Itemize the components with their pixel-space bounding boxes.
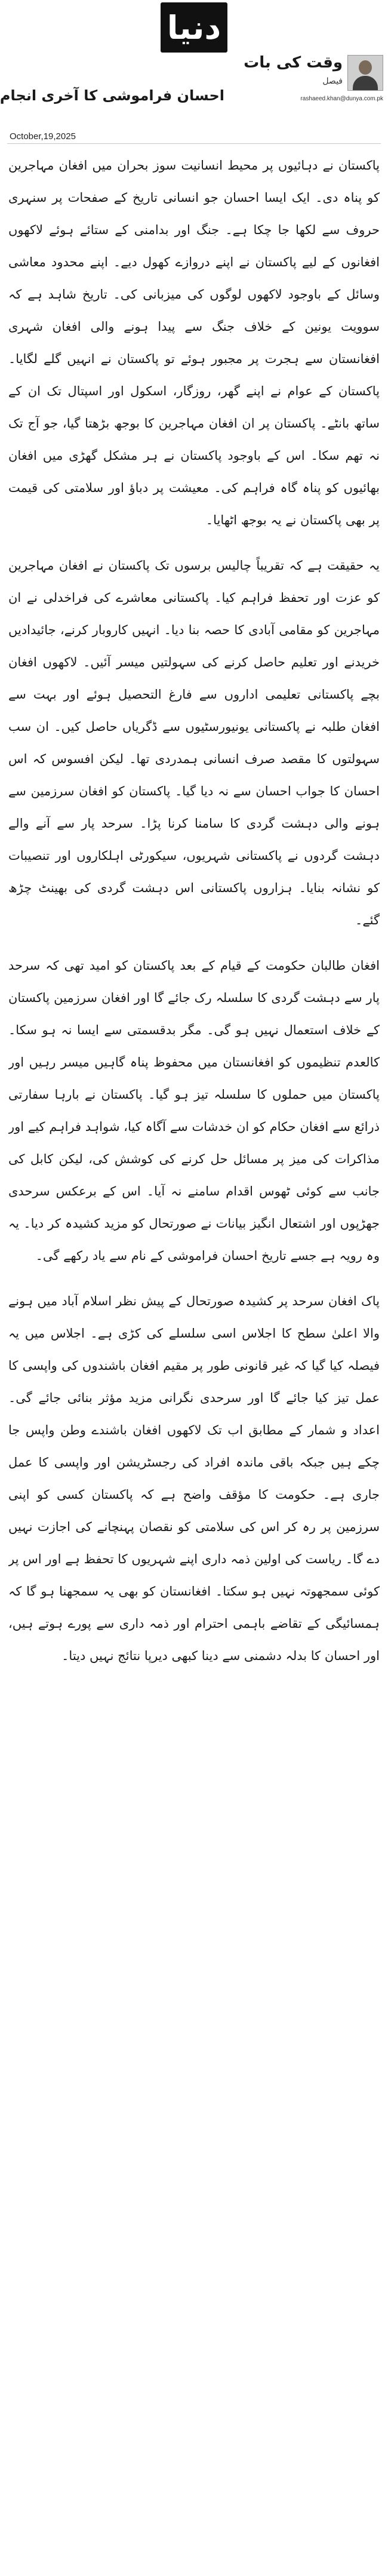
article-body	[8, 149, 380, 2568]
headline-band	[0, 57, 388, 142]
divider	[7, 143, 381, 144]
newspaper-logo	[161, 2, 227, 53]
author-name: فیصل	[322, 76, 343, 86]
publish-date: October,19,2025	[10, 131, 76, 142]
masthead	[134, 0, 254, 55]
article-paragraph: افغان طالبان حکومت کے قیام کے بعد پاکستان کو امید تھی کہ سرحد پار سے دہشت گردی کا سلسلہ رک جائے گا اور افغان سرزمین پاکستان کے خلاف استعمال نہیں ہو گی۔ مگر بدقسمتی سے ایسا نہ ہو سکا۔ کالعدم تنظیموں کو افغانستان میں محفوظ پناہ گاہیں میسر رہیں اور پاکستان میں حملوں کا سلسلہ تیز ہو گیا۔ پاکستان نے بارہا سفارتی ذرائع سے افغان حکام کو ان خدشات سے آگاہ کیا، شواہد فراہم کیے اور مذاکرات کی میز پر مسائل حل کرنے کی کوشش کی، لیکن کابل کی جانب سے کوئی ٹھوس اقدام سامنے نہ آیا۔ اس کے برعکس سرحدی جھڑپوں اور اشتعال انگیز بیانات نے صورتحال کو مزید کشیدہ کر دیا۔ یہ وہ رویہ ہے جسے تاریخ احسان فراموشی کے نام سے یاد رکھے گی۔	[8, 958, 380, 1263]
column-name: وقت کی بات	[244, 54, 343, 72]
logo-text: دنیا	[167, 8, 221, 47]
article-paragraph: یہ حقیقت ہے کہ تقریباً چالیس برسوں تک پاکستان نے افغان مہاجرین کو عزت اور تحفظ فراہم کیا۔ پاکستانی معاشرے کی فراخدلی نے ان مہاجرین کو مقامی آبادی کا حصہ بنا دیا۔ انہیں کاروبار کرنے، جائیدادیں خریدنے اور تعلیم حاصل کرنے کی سہولتیں میسر آئیں۔ لاکھوں افغان بچے پاکستانی تعلیمی اداروں سے فارغ التحصیل ہوئے اور بہت سے افغان طلبہ نے پاکستانی یونیورسٹیوں سے ڈگریاں حاصل کیں۔ ان سب سہولتوں کا مقصد صرف انسانی ہمدردی تھا۔ لیکن افسوس کہ اس احسان کا جواب احسان سے نہ دیا گیا۔ پاکستان کو افغان سرزمین سے ہونے والی دہشت گردی کا سامنا کرنا پڑا۔ سرحد پار سے آنے والے دہشت گردوں نے پاکستانی شہریوں، سیکورٹی اہلکاروں اور تنصیبات کو نشانہ بنایا۔ ہزاروں پاکستانی اس دہشت گردی کی بھینٹ چڑھ گئے۔	[8, 558, 380, 927]
article-headline: احسان فراموشی کا آخری انجام	[0, 87, 224, 104]
article-paragraph: پاکستان نے دہائیوں پر محیط انسانیت سوز بحران میں افغان مہاجرین کو پناہ دی۔ ایک ایسا احسان جو انسانی تاریخ کے صفحات پر سنہری حروف سے لکھا جا چکا ہے۔ جنگ اور بدامنی کے ستائے ہوئے لاکھوں افغانوں کے لیے پاکستان نے اپنے دروازے کھول دیے۔ اپنے محدود معاشی وسائل کے باوجود لاکھوں لوگوں کی میزبانی کی۔ تاریخ شاہد ہے کہ سوویت یونین کے خلاف جنگ سے پیدا ہونے والی افغان شہری افغانستان سے ہجرت پر مجبور ہوئے تو پاکستان نے انہیں گلے لگایا۔ پاکستان کے عوام نے اپنے گھر، روزگار، اسکول اور اسپتال تک ان کے ساتھ بانٹے۔ پاکستان پر ان افغان مہاجرین کا بوجھ بڑھتا گیا، جو آج تک نہ تھم سکا۔ اس کے باوجود پاکستان نے ہر مشکل گھڑی میں افغان بھائیوں کو پناہ گاہ فراہم کی۔ معیشت پر دباؤ اور سلامتی کی قیمت پر بھی پاکستان نے یہ بوجھ اٹھایا۔	[8, 158, 380, 527]
author-email[interactable]: rashaeed.khan@dunya.com.pk	[300, 96, 383, 102]
article-paragraph: پاک افغان سرحد پر کشیدہ صورتحال کے پیش نظر اسلام آباد میں ہونے والا اعلیٰ سطح کا اجلاس اسی سلسلے کی کڑی ہے۔ اجلاس میں یہ فیصلہ کیا گیا کہ غیر قانونی طور پر مقیم افغان باشندوں کی واپسی کا عمل تیز کیا جائے گا اور سرحدی نگرانی مزید مؤثر بنائی جائے گی۔ اعداد و شمار کے مطابق اب تک لاکھوں افغان باشندے وطن واپس جا چکے ہیں جبکہ باقی ماندہ افراد کی رجسٹریشن اور واپسی کا عمل جاری ہے۔ حکومت کا مؤقف واضح ہے کہ پاکستان کسی کو اپنی سرزمین پر رہ کر اس کی سلامتی کو نقصان پہنچانے کی اجازت نہیں دے گا۔ ریاست کی اولین ذمہ داری اپنے شہریوں کا تحفظ ہے اور اس پر کوئی سمجھوتہ نہیں ہو سکتا۔ افغانستان کو بھی یہ سمجھنا ہو گا کہ ہمسائیگی کے تقاضے باہمی احترام اور ذمہ داری سے پورے ہوتے ہیں، اور احسان کا بدلہ دشمنی سے دینا کبھی دیرپا نتائج نہیں دیتا۔	[8, 1294, 380, 1663]
